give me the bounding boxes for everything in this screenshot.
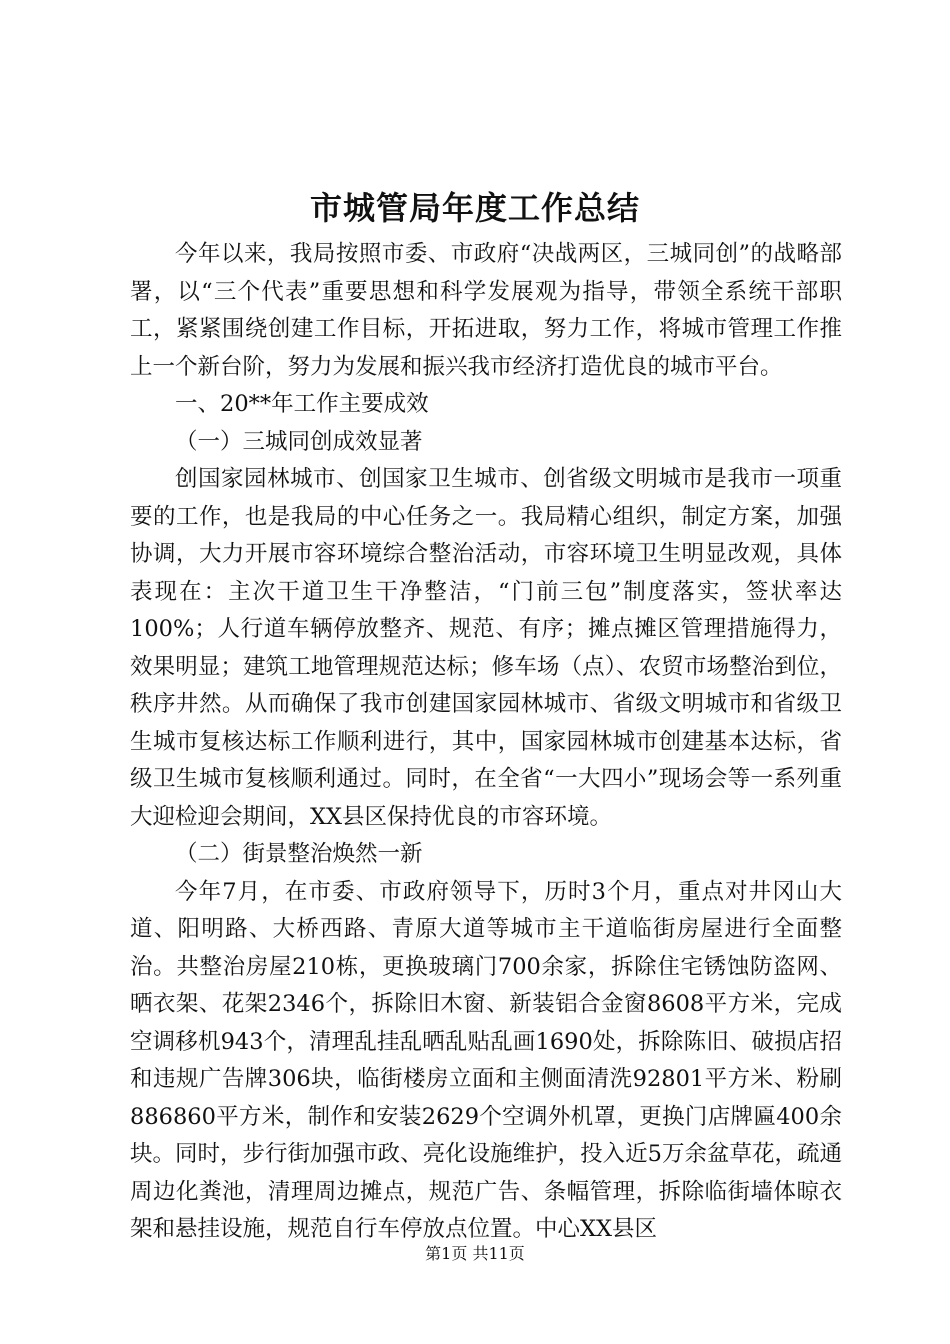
body-paragraph: 今年7月，在市委、市政府领导下，历时3个月，重点对井冈山大道、阳明路、大桥西路、青原大道等城市主干道临街房屋进行全面整治。共整治房屋210栋，更换玻璃门700余家，拆除住宅锈蚀防盗网、晒衣架、花架2346个，拆除旧木窗、新装铝合金窗8608平方米，完成空调移机943个，清理乱挂乱晒乱贴乱画1690处，拆除陈旧、破损店招和违规广告牌306块，临街楼房立面和主侧面清洗92801平方米、粉刷886860平方米，制作和安装2629个空调外机罩，更换门店牌匾400余块。同时，步行街加强市政、亮化设施维护，投入近5万余盆草花，疏通周边化粪池，清理周边摊点，规范广告、条幅管理，拆除临街墙体晾衣架和悬挂设施，规范自行车停放点位置。中心XX县区 xyxy=(130,878,842,1242)
body-paragraph: 创国家园林城市、创国家卫生城市、创省级文明城市是我市一项重要的工作，也是我局的中心任务之一。我局精心组织，制定方案，加强协调，大力开展市容环境综合整治活动，市容环境卫生明显改观，具体表现在：主次干道卫生干净整洁，“门前三包”制度落实，签状率达100%；人行道车辆停放整齐、规范、有序；摊点摊区管理措施得力，效果明显；建筑工地管理规范达标；修车场（点）、农贸市场整治到位，秩序井然。从而确保了我市创建国家园林城市、省级文明城市和省级卫生城市复核达标工作顺利进行，其中，国家园林城市创建基本达标，省级卫生城市复核顺利通过。同时，在全省“一大四小”现场会等一系列重大迎检迎会期间，XX县区保持优良的市容环境。 xyxy=(130,466,842,830)
section-heading-1: 一、20**年工作主要成效 xyxy=(175,391,429,417)
subsection-heading-2: （二）街景整治焕然一新 xyxy=(175,841,423,867)
subsection-heading-1: （一）三城同创成效显著 xyxy=(175,428,423,455)
page-footer: 第1页 共11页 xyxy=(425,1244,525,1263)
document-title: 市城管局年度工作总结 xyxy=(309,189,640,227)
document-body xyxy=(130,236,842,1249)
intro-paragraph: 今年以来，我局按照市委、市政府“决战两区，三城同创”的战略部署，以“三个代表”重要思想和科学发展观为指导，带领全系统干部职工，紧紧围绕创建工作目标，开拓进取，努力工作，将城市管理工作推上一个新台阶，努力为发展和振兴我市经济打造优良的城市平台。 xyxy=(130,241,842,380)
